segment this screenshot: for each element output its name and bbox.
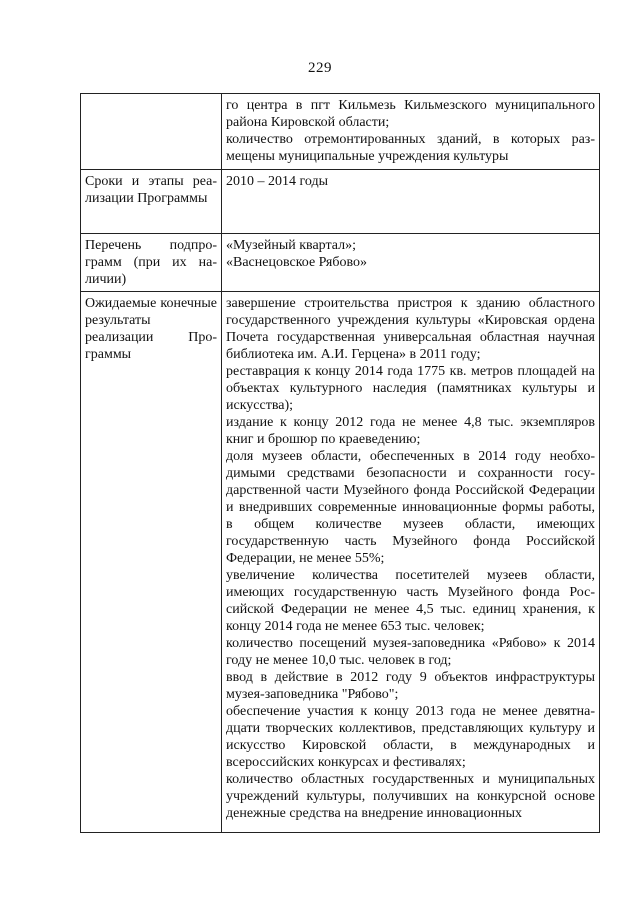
- page-number: 229: [308, 60, 332, 76]
- value-line: обеспечение участия к концу 2013 года не менее девятнадцати творческих коллективов, представляющих культуру и искусство Кировской области, в международных и всероссийских конкурсах и фестивалях;: [226, 704, 595, 770]
- row-label-cell: [81, 94, 222, 170]
- value-line: «Васнецовское Рябово»: [226, 255, 368, 270]
- table-row: [81, 292, 600, 833]
- row-value-cell: [222, 94, 600, 170]
- value-line: го центра в пгт Кильмезь Кильмезского муниципального района Кировской области;: [226, 98, 595, 130]
- value-line: количество отремонтированных зданий, в которых размещены муниципальные учреждения культуры: [226, 132, 595, 164]
- value-line: увеличение количества посетителей музеев области, имеющих государственную часть Музейного фонда Российской Федерации не менее 4,5 тыс. единиц хранения, к концу 2014 года не менее 653 тыс. человек;: [226, 568, 595, 634]
- value-line: завершение строительства пристроя к зданию областного государственного учреждения культуры «Кировская ордена Почета государственная универсальная областная научная библиотека им. А.И. Герцена» в 2011 году;: [226, 296, 595, 362]
- value-line: 2010 – 2014 годы: [226, 174, 329, 189]
- value-line: доля музеев области, обеспеченных в 2014 году необходимыми средствами безопасности и сохранности государственной части Музейного фонда Российской Федерации и внедривших современные инновационные формы работы, в общем количестве музеев области, имеющих государственную часть Музейного фонда Российской Федерации, не менее 55%;: [226, 449, 595, 566]
- table-row: [81, 170, 600, 234]
- row-label-cell: [81, 292, 222, 833]
- row-label: Сроки и этапы реализации Программы: [85, 174, 217, 206]
- value-line: издание к концу 2012 года не менее 4,8 тыс. экземпляров книг и брошюр по краеведению;: [226, 415, 595, 447]
- row-label-cell: [81, 170, 222, 234]
- row-label: Ожидаемые конечные результаты реализации Программы: [85, 296, 217, 362]
- row-value-cell: [222, 292, 600, 833]
- value-line: «Музейный квартал»;: [226, 238, 356, 253]
- row-value-cell: [222, 170, 600, 234]
- row-label: Перечень подпрограмм (при их наличии): [85, 238, 217, 287]
- value-line: количество посещений музея-заповедника «Рябово» к 2014 году не менее 10,0 тыс. человек в год;: [226, 636, 595, 668]
- value-line: ввод в действие в 2012 году 9 объектов инфраструктуры музея-заповедника "Рябово";: [226, 670, 595, 702]
- table-row: [81, 234, 600, 292]
- row-value-cell: [222, 234, 600, 292]
- table-row: [81, 94, 600, 170]
- row-label-cell: [81, 234, 222, 292]
- value-line: реставрация к концу 2014 года 1775 кв. метров площадей на объектах культурного наследия (памятниках культуры и искусства);: [226, 364, 595, 413]
- value-line: количество областных государственных и муниципальных учреждений культуры, получивших на конкурсной основе денежные средства на внедрение инновационных: [226, 772, 595, 821]
- program-passport-table: [80, 93, 600, 833]
